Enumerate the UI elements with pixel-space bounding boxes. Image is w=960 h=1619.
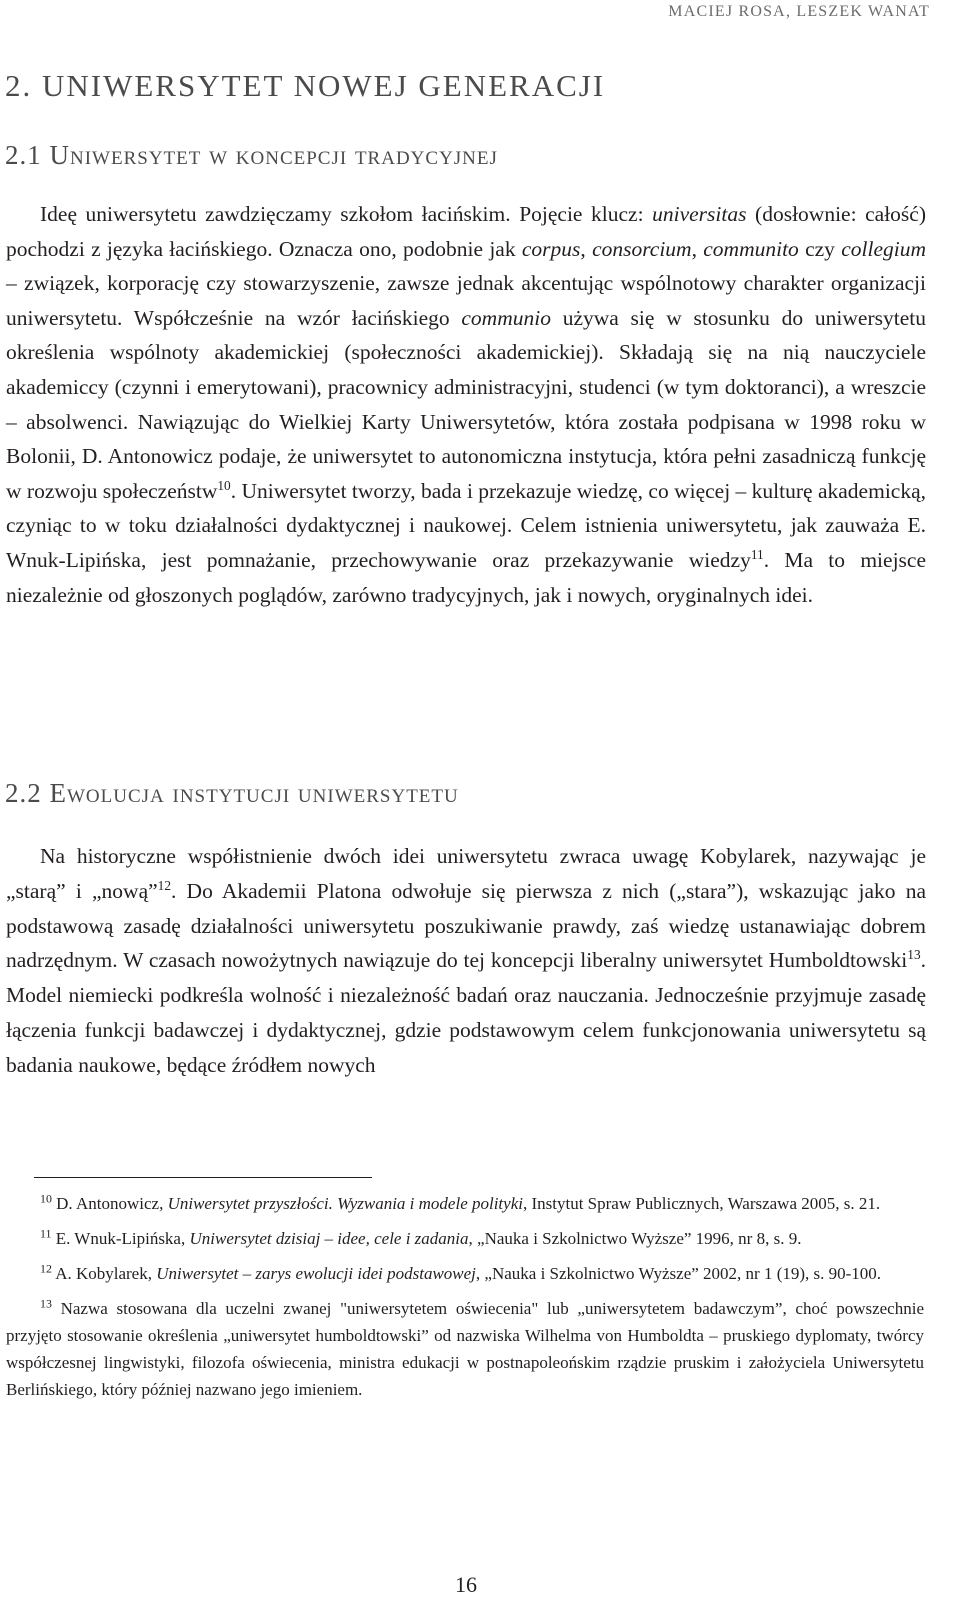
footnote-ref[interactable]: 10 bbox=[217, 477, 231, 493]
section-heading-2-1: 2.1 Uniwersytet w koncepcji tradycyjnej bbox=[5, 140, 498, 170]
section-heading-2-2: 2.2 Ewolucja instytucji uniwersytetu bbox=[5, 778, 459, 808]
footnote-number: 11 bbox=[40, 1226, 52, 1241]
text-run: . Model niemiecki podkreśla wolność i niezależność badań oraz nauczania. Jednocześnie przyjmuje zasadę łączenia funkcji badawczej i dydaktycznej, gdzie podstawowym celem funkcjonowania uniwersytetu są badania naukowe, będące źródłem nowych bbox=[6, 948, 926, 1077]
footnotes bbox=[6, 1190, 924, 1411]
italic-term: communito bbox=[703, 236, 799, 261]
italic-term: collegium bbox=[841, 236, 926, 261]
footnote-text: E. Wnuk-Lipińska, bbox=[51, 1229, 190, 1248]
text-run: używa się w stosunku do uniwersytetu określenia wspólnoty akademickiej (społeczności akademickiej). Składają się na nią nauczyciele akademiccy (czynni i emerytowani), pracownicy administracyjni, studenci (w tym doktoranci), a wreszcie – absolwenci. Nawiązując do Wielkiej Karty Uniwersytetów, która została podpisana w 1998 roku w Bolonii, D. Antonowicz podaje, że uniwersytet to autonomiczna instytucja, która pełni zasadniczą funkcję w rozwoju społeczeństw bbox=[6, 305, 926, 503]
text-run: . Ma to miejsce niezależnie od głoszonych poglądów, zarówno tradycyjnych, jak i nowych, oryginalnych idei. bbox=[6, 547, 926, 607]
italic-term: universitas bbox=[652, 202, 747, 226]
footnote-text: D. Antonowicz, bbox=[51, 1194, 168, 1213]
footnote bbox=[6, 1295, 924, 1403]
text-run: – związek, korporację czy stowarzyszenie, zawsze jednak akcentując wspólnotowy charakter organizacji uniwersytetu. Współcześnie na wzór łacińskiego bbox=[6, 271, 926, 330]
footnote-text: , „Nauka i Szkolnictwo Wyższe” 2002, nr 1 (19), s. 90-100. bbox=[475, 1264, 882, 1283]
footnote-number: 12 bbox=[40, 1261, 52, 1276]
footnote-ref[interactable]: 12 bbox=[157, 877, 171, 893]
footnote-text: A. Kobylarek, bbox=[51, 1264, 157, 1283]
text-run: . Do Akademii Platona odwołuje się pierwsza z nich („stara”), wskazując jako na podstawową zasadę działalności uniwersytetu poszukiwanie prawdy, zaś wiedzę ustanawiając dobrem nadrzędnym. W czasach nowożytnych nawiązuje do tej koncepcji liberalny uniwersytet Humboldtowski bbox=[6, 878, 926, 973]
footnote bbox=[6, 1225, 924, 1252]
body-paragraph-2-1 bbox=[6, 197, 926, 612]
text-run: , bbox=[691, 236, 704, 261]
footnote bbox=[6, 1190, 924, 1217]
text-run: Ideę uniwersytetu zawdzięczamy szkołom łacińskim. Pojęcie klucz: bbox=[40, 202, 653, 226]
footnote-ref[interactable]: 13 bbox=[907, 947, 921, 963]
footnote-title: Uniwersytet dzisiaj – idee, cele i zadania bbox=[189, 1229, 469, 1248]
text-run: (dosłownie: całość) pochodzi z języka łacińskiego. Oznacza ono, podobnie jak bbox=[6, 202, 926, 261]
footnote-title: Uniwersytet przyszłości. Wyzwania i modele polityki bbox=[167, 1194, 523, 1213]
italic-term: corpus bbox=[521, 236, 581, 261]
footnote bbox=[6, 1260, 924, 1287]
footnote-number: 13 bbox=[40, 1296, 52, 1311]
body-paragraph-2-2 bbox=[6, 839, 926, 1083]
footnote-title: Uniwersytet – zarys ewolucji idei podstawowej bbox=[156, 1264, 476, 1283]
chapter-heading: 2. UNIWERSYTET NOWEJ GENERACJI bbox=[5, 68, 606, 103]
page-number: 16 bbox=[455, 1572, 477, 1597]
footnote-text: , Instytut Spraw Publicznych, Warszawa 2005, s. 21. bbox=[522, 1194, 881, 1213]
text-run: Na historyczne współistnienie dwóch idei uniwersytetu zwraca uwagę Kobylarek, nazywając je „starą” i „nową” bbox=[6, 844, 926, 903]
text-run: , bbox=[580, 236, 593, 261]
footnote-number: 10 bbox=[40, 1191, 52, 1206]
footnote-separator bbox=[34, 1177, 372, 1178]
italic-term: communio bbox=[461, 305, 551, 330]
footnote-ref[interactable]: 11 bbox=[750, 546, 764, 562]
italic-term: consorcium bbox=[592, 236, 692, 261]
footnote-text: Nazwa stosowana dla uczelni zwanej "uniwersytetem oświecenia" lub „uniwersytetem badawczym”, choć powszechnie przyjęto stosowanie określenia „uniwersytet humboldtowski” od nazwiska Wilhelma von Humboldta – pruskiego dyplomaty, twórcy współczesnej lingwistyki, filozofa oświecenia, ministra edukacji w postnapoleońskim rządzie pruskim i założyciela Uniwersytetu Berlińskiego, który później nazwano jego imieniem. bbox=[6, 1299, 924, 1399]
text-run: . Uniwersytet tworzy, bada i przekazuje wiedzę, co więcej – kulturę akademicką, czyniąc to w toku działalności dydaktycznej i naukowej. Celem istnienia uniwersytetu, jak zauważa E. Wnuk-Lipińska, jest pomnażanie, przechowywanie oraz przekazywanie wiedzy bbox=[6, 478, 926, 572]
running-header: MACIEJ ROSA, LESZEK WANAT bbox=[668, 3, 930, 20]
footnote-text: , „Nauka i Szkolnictwo Wyższe” 1996, nr 8, s. 9. bbox=[468, 1229, 802, 1248]
text-run: czy bbox=[798, 236, 842, 261]
